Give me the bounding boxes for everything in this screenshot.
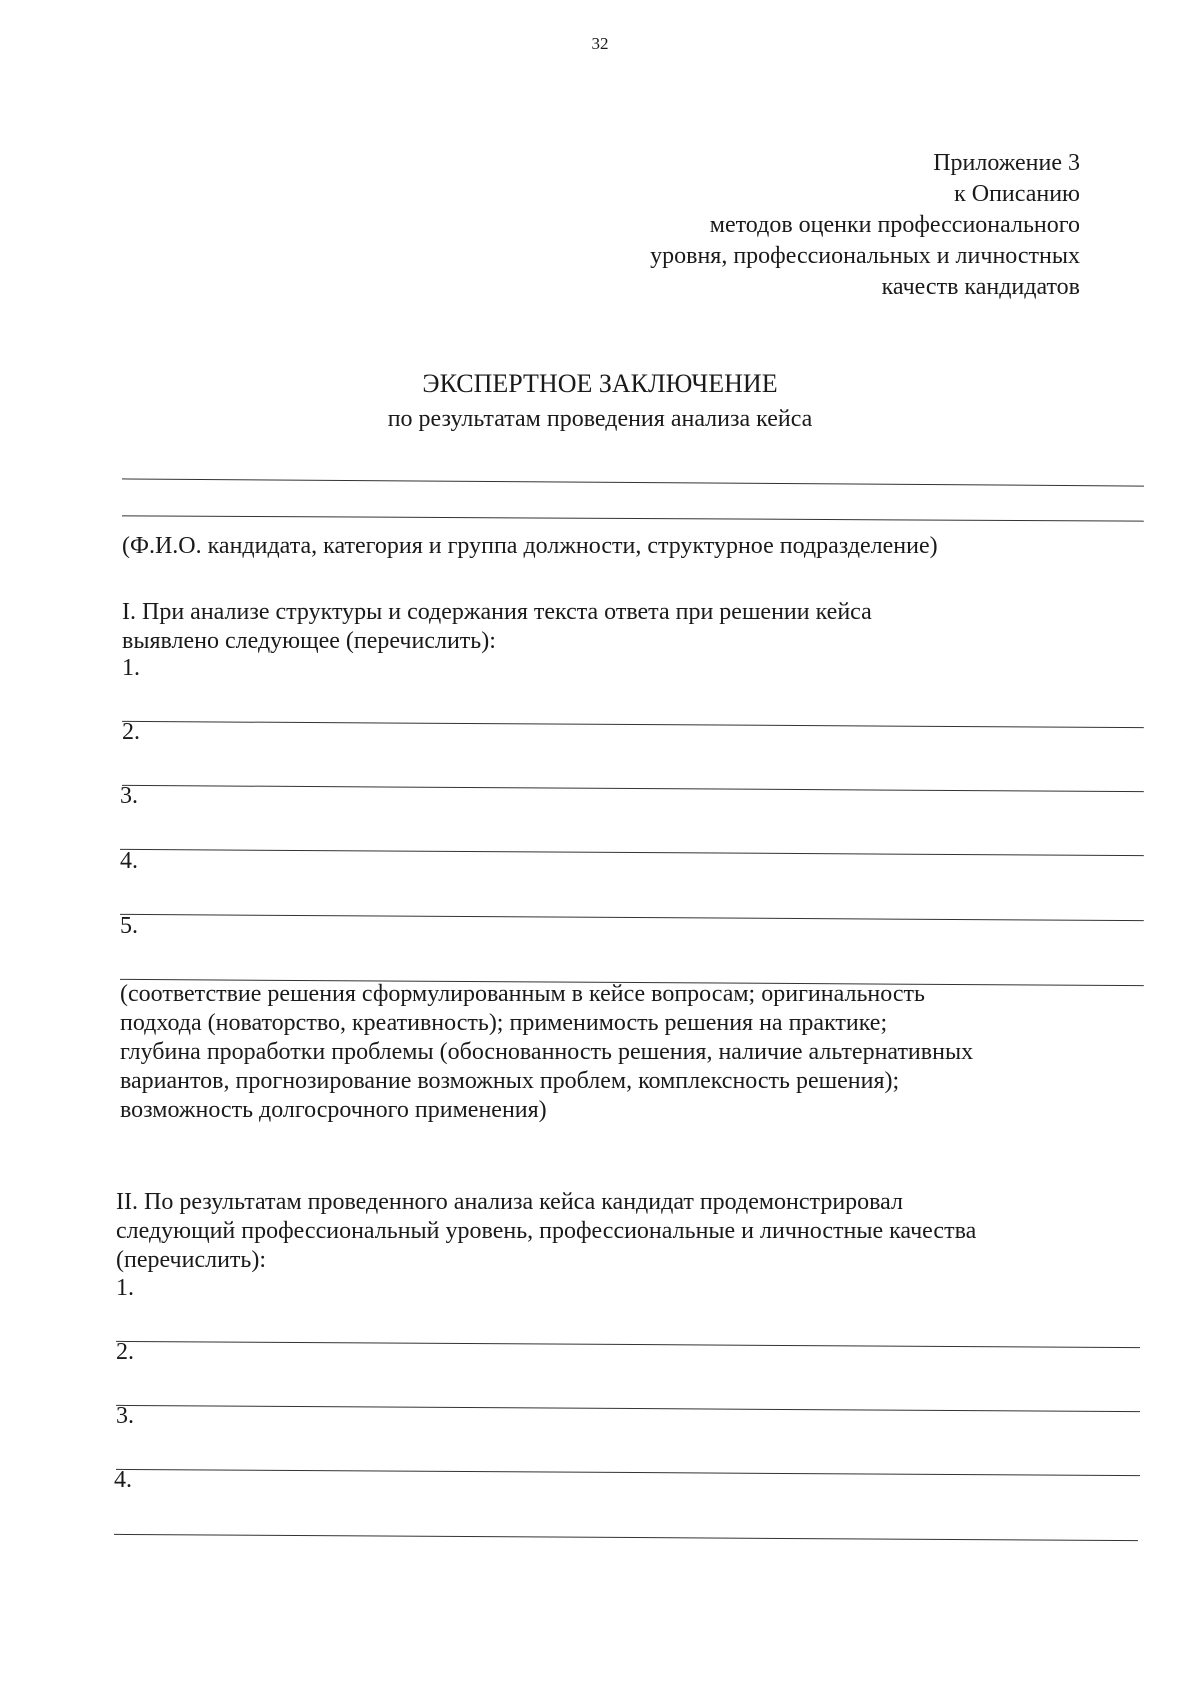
- section1-item-number: 1.: [122, 655, 140, 681]
- candidate-caption: (Ф.И.О. кандидата, категория и группа должности, структурное подразделение): [122, 533, 938, 559]
- criteria-note-line: глубина проработки проблемы (обоснованность решения, наличие альтернативных: [120, 1039, 974, 1065]
- section1-item-line[interactable]: [122, 721, 1144, 728]
- section1-heading-line: выявлено следующее (перечислить):: [122, 628, 496, 654]
- section2-heading: [116, 1188, 976, 1275]
- section1-item-number: 2.: [122, 719, 140, 745]
- section1-item-line[interactable]: [120, 849, 1144, 856]
- criteria-note-line: вариантов, прогнозирование возможных проблем, комплексность решения);: [120, 1068, 900, 1094]
- document-title: ЭКСПЕРТНОЕ ЗАКЛЮЧЕНИЕ: [422, 369, 778, 398]
- section2-item-number: 3.: [116, 1403, 134, 1429]
- document-subtitle: по результатам проведения анализа кейса: [387, 406, 813, 432]
- section2-item-line[interactable]: [116, 1405, 1140, 1412]
- candidate-fill-line[interactable]: [122, 478, 1144, 486]
- appendix-line: к Описанию: [954, 181, 1080, 207]
- section2-item-number: 2.: [116, 1339, 134, 1365]
- section1-heading: [122, 598, 872, 656]
- appendix-line: уровня, профессиональных и личностных: [650, 243, 1080, 269]
- section1-item-number: 3.: [120, 783, 138, 809]
- criteria-note-line: подхода (новаторство, креативность); применимость решения на практике;: [120, 1010, 888, 1036]
- criteria-note-line: (соответствие решения сформулированным в кейсе вопросам; оригинальность: [120, 981, 925, 1007]
- section2-item-line[interactable]: [116, 1341, 1140, 1348]
- section1-item-number: 4.: [120, 848, 138, 874]
- appendix-line: Приложение 3: [933, 150, 1080, 176]
- appendix-line: качеств кандидатов: [881, 274, 1080, 300]
- section1-criteria-note: [120, 980, 973, 1125]
- candidate-fill-line[interactable]: [122, 515, 1144, 521]
- section2-item-number: 1.: [116, 1275, 134, 1301]
- section1-item-line[interactable]: [120, 914, 1144, 921]
- section2-heading-line: II. По результатам проведенного анализа кейса кандидат продемонстрировал: [116, 1189, 904, 1215]
- criteria-note-line: возможность долгосрочного применения): [120, 1097, 547, 1123]
- appendix-line: методов оценки профессионального: [709, 212, 1080, 238]
- section2-heading-line: (перечислить):: [116, 1247, 267, 1273]
- section1-item-number: 5.: [120, 913, 138, 939]
- section2-item-number: 4.: [114, 1467, 132, 1493]
- page-number: 32: [591, 34, 609, 53]
- section1-heading-line: I. При анализе структуры и содержания текста ответа при решении кейса: [122, 599, 872, 625]
- section2-item-line[interactable]: [114, 1534, 1138, 1541]
- section1-item-line[interactable]: [122, 785, 1144, 792]
- section2-heading-line: следующий профессиональный уровень, профессиональные и личностные качества: [116, 1218, 977, 1244]
- appendix-reference: [650, 148, 1080, 303]
- section2-item-line[interactable]: [116, 1469, 1140, 1476]
